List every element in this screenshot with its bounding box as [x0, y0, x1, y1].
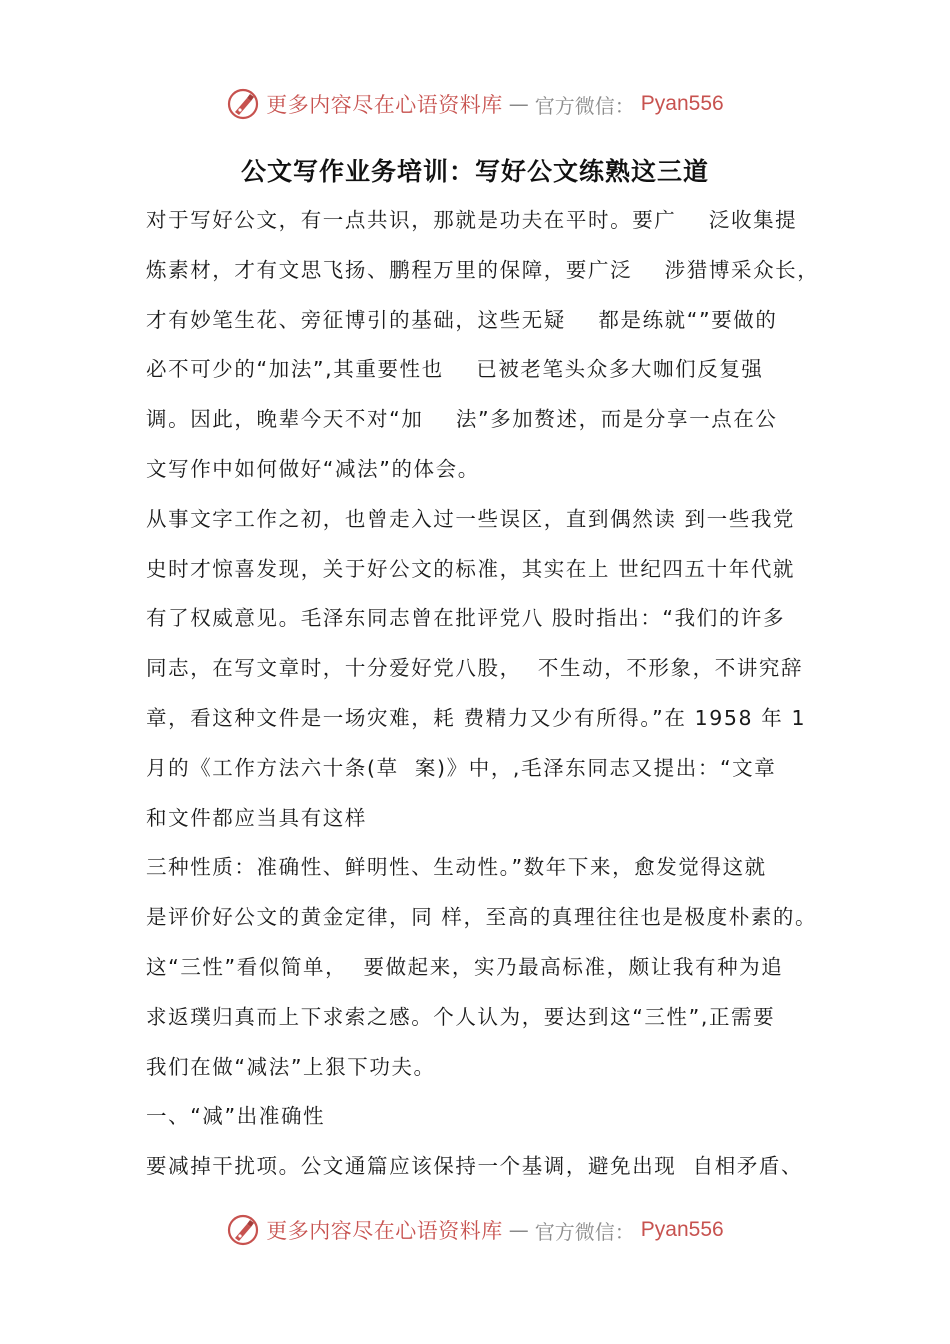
body-line: 调。因此，晚辈今天不对“加 法”多加赘述，而是分享一点在公 [146, 407, 778, 432]
body-line: 炼素材，才有文思飞扬、鹏程万里的保障，要广泛 涉猎博采众长， [146, 257, 820, 282]
watermark-site-text: 更多内容尽在心语资料库 [266, 93, 503, 117]
body-line: 才有妙笔生花、旁征博引的基础，这些无疑 都是练就“”要做的 [146, 307, 778, 332]
watermark-dash: — [508, 92, 529, 116]
body-line: 我们在做“减法”上狠下功夫。 [146, 1054, 436, 1079]
body-line: 是评价好公文的黄金定律，同 样，至高的真理往往也是极度朴素的。 [146, 905, 818, 930]
body-line: 三种性质：准确性、鲜明性、生动性。”数年下来，愈发觉得这就 [146, 855, 767, 880]
watermark-label: 官方微信： [534, 93, 635, 118]
document-title: 公文写作业务培训：写好公文练熟这三道 [240, 157, 709, 186]
body-line: 同志，在写文章时，十分爱好党八股， 不生动，不形象，不讲究辞 [146, 656, 804, 681]
watermark-handle: Pyan556 [640, 92, 724, 115]
header-watermark [0, 84, 950, 124]
body-line: 对于写好公文，有一点共识，那就是功夫在平时。要广 泛收集提 [146, 208, 798, 232]
body-line: 从事文字工作之初，也曾走入过一些误区，直到偶然读 到一些我党 [146, 506, 796, 531]
body-line: 史时才惊喜发现，关于好公文的标准，其实在上 世纪四五十年代就 [146, 556, 796, 581]
pen-nib-logo-icon [226, 87, 260, 121]
footer-watermark [0, 1210, 950, 1250]
body-line: 文写作中如何做好“减法”的体会。 [146, 456, 480, 481]
body-line: 有了权威意见。毛泽东同志曾在批评党八 股时指出：“我们的许多 [146, 606, 786, 631]
watermark-label: 官方微信： [534, 1219, 635, 1244]
body-line: 和文件都应当具有这样 [146, 805, 367, 830]
document-body [146, 196, 826, 1192]
section-heading: 一、“减”出准确性 [146, 1104, 326, 1129]
watermark-handle: Pyan556 [640, 1218, 724, 1241]
body-line: 必不可少的“加法”,其重要性也 已被老笔头众多大咖们反复强 [146, 357, 764, 382]
body-line: 求返璞归真而上下求索之感。个人认为，要达到这“三性”,正需要 [146, 1004, 776, 1029]
watermark-dash: — [508, 1218, 529, 1242]
pen-nib-logo-icon [226, 1213, 260, 1247]
body-line: 这“三性”看似简单， 要做起来，实乃最高标准，颇让我有种为追 [146, 954, 784, 979]
body-line: 章，看这种文件是一场灾难，耗 费精力又少有所得。”在 1958 年 1 [146, 705, 807, 730]
watermark-site-text: 更多内容尽在心语资料库 [266, 1219, 503, 1243]
body-line: 要减掉干扰项。公文通篇应该保持一个基调，避免出现 自相矛盾、 [146, 1154, 804, 1179]
body-line: 月的《工作方法六十条(草 案)》中，,毛泽东同志又提出：“文章 [146, 755, 777, 780]
